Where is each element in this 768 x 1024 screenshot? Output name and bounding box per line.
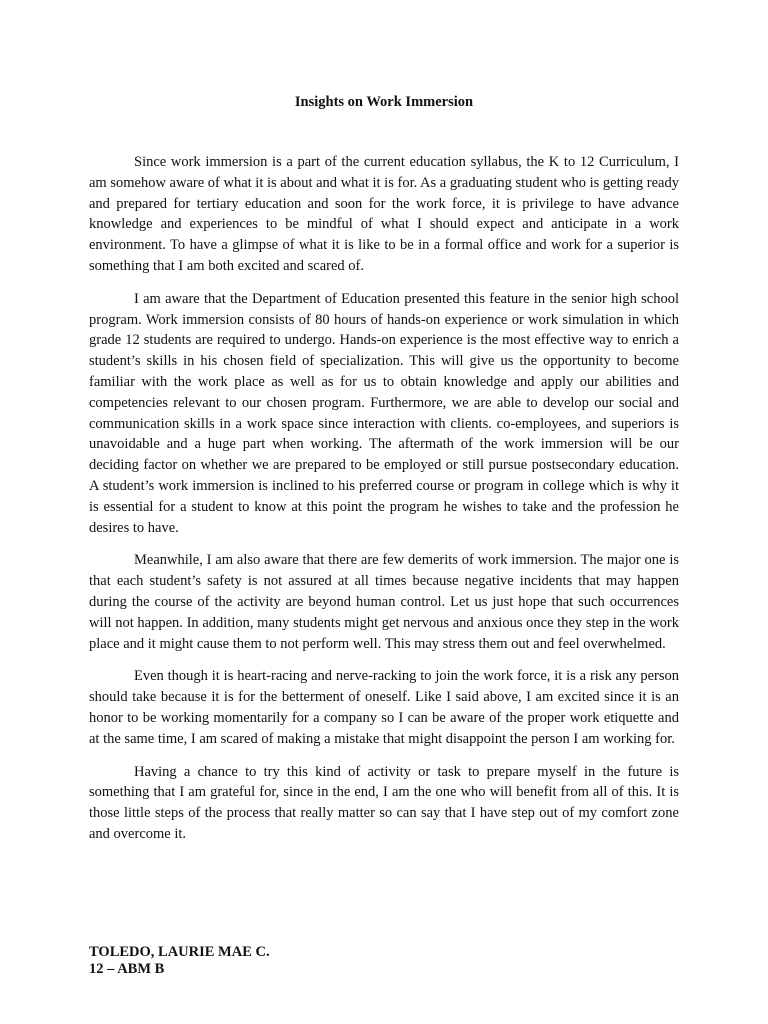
- paragraph-demerits: Meanwhile, I am also aware that there are few demerits of work immersion. The major one is that each student’s safety is not assured at all times because negative incidents that may happen during the course of the activity are beyond human control. Let us just hope that such occurrences will not happen. In addition, many students might get nervous and anxious once they step in the work place and it might cause them to not perform well. This may stress them out and feel overwhelmed.: [89, 552, 679, 652]
- paragraph-risk: Even though it is heart-racing and nerve-racking to join the work force, it is a risk any person should take because it is for the betterment of oneself. Like I said above, I am excited since it is an honor to be working momentarily for a company so I can be aware of the proper work etiquette and at the same time, I am scared of making a mistake that might disappoint the person I am working for.: [89, 668, 679, 747]
- paragraph-deped-program: I am aware that the Department of Education presented this feature in the senior high school program. Work immersion consists of 80 hours of hands-on experience or work simulation in which grade 12 students are required to undergo. Hands-on experience is the most effective way to enrich a student’s skills in his chosen field of specialization. This will give us the opportunity to become familiar with the work place as well as for us to obtain knowledge and apply our abilities and competencies relevant to our chosen program. Furthermore, we are able to develop our social and communication skills in a work space since interaction with clients. co-employees, and superiors is unavoidable and a huge part when working. The aftermath of the work immersion will be our deciding factor on whether we are prepared to be employed or still pursue postsecondary education. A student’s work immersion is inclined to his preferred course or program in college which is why it is essential for a student to know at this point the program he wishes to take and the profession he desires to have.: [89, 290, 679, 536]
- document-title: Insights on Work Immersion: [294, 94, 474, 110]
- paragraph-intro: Since work immersion is a part of the current education syllabus, the K to 12 Curriculum, I am somehow aware of what it is about and what it is for. As a graduating student who is getting ready and prepared for tertiary education and soon for the work force, it is privilege to have advance knowledge and experiences to be mindful of what I should expect and anticipate in a work environment. To have a glimpse of what it is like to be in a formal office and work for a superior is something that I am both excited and scared of.: [89, 154, 679, 274]
- author-signature-block: [89, 944, 270, 978]
- author-name: TOLEDO, LAURIE MAE C.: [89, 944, 270, 960]
- paragraph-conclusion: Having a chance to try this kind of activity or task to prepare myself in the future is something that I am grateful for, since in the end, I am the one who will benefit from all of this. It is those little steps of the process that really matter so can say that I have step out of my comfort zone and overcome it.: [89, 763, 679, 842]
- document-body: [89, 152, 679, 857]
- author-section: 12 – ABM B: [89, 961, 165, 977]
